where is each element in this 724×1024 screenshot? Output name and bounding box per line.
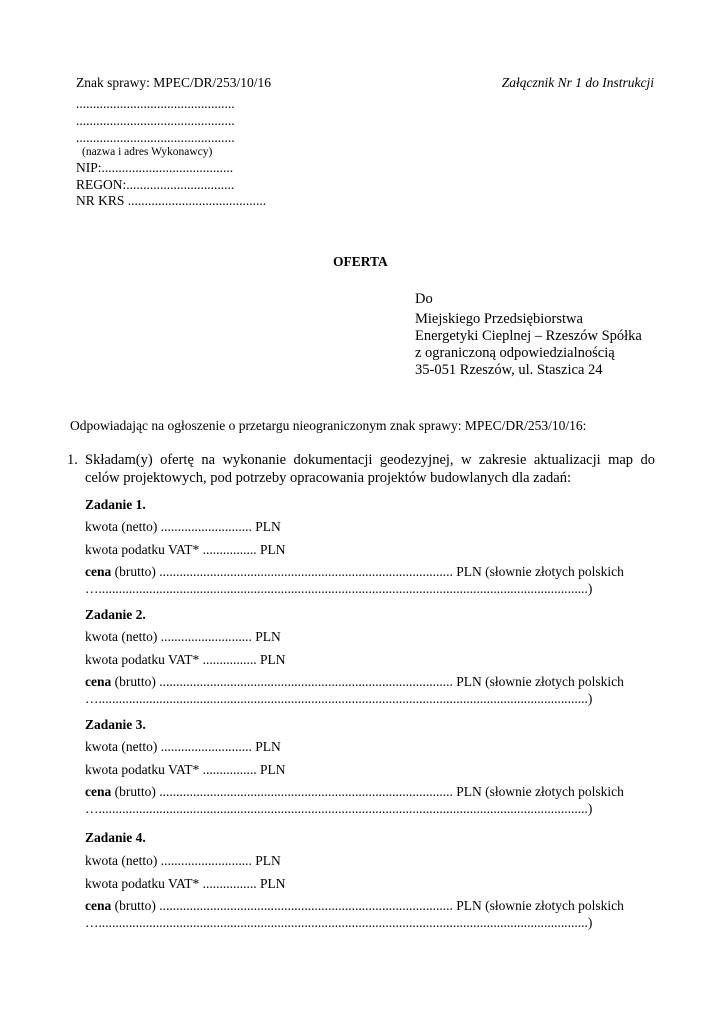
price-bold-label: cena xyxy=(85,674,112,689)
task-words-line: ….................................................................................................................................................) xyxy=(85,691,593,706)
price-bold-label: cena xyxy=(85,784,112,799)
point-text: Składam(y) ofertę na wykonanie dokumentacji geodezyjnej, w zakresie aktualizacji map do celów projektowych, pod potrzeby opracowania projektów budowlanych dla zadań: xyxy=(85,452,655,486)
task-vat-line: kwota podatku VAT* ................ PLN xyxy=(85,652,286,667)
contractor-line: ............................................... xyxy=(76,130,235,145)
task-netto-line: kwota (netto) ........................... PLN xyxy=(85,739,281,754)
task-vat-line: kwota podatku VAT* ................ PLN xyxy=(85,762,286,777)
contractor-line: ............................................... xyxy=(76,96,235,111)
price-rest: (brutto) ....................................................................................... PLN (słownie złotych polskich xyxy=(111,898,624,913)
case-reference: Znak sprawy: MPEC/DR/253/10/16 xyxy=(76,75,271,90)
price-bold-label: cena xyxy=(85,898,112,913)
task-price-line xyxy=(85,783,624,800)
task-title: Zadanie 1. xyxy=(85,497,146,512)
task-netto-line: kwota (netto) ........................... PLN xyxy=(85,519,281,534)
task-title: Zadanie 2. xyxy=(85,607,146,622)
task-price-line xyxy=(85,563,624,580)
price-rest: (brutto) ....................................................................................... PLN (słownie złotych polskich xyxy=(111,674,624,689)
regon-field: REGON:................................ xyxy=(76,177,235,192)
task-words-line: ….................................................................................................................................................) xyxy=(85,915,593,930)
document-title: OFERTA xyxy=(333,254,388,269)
nip-field: NIP:....................................... xyxy=(76,160,234,175)
task-netto-line: kwota (netto) ........................... PLN xyxy=(85,853,281,868)
krs-field: NR KRS ......................................... xyxy=(76,193,267,208)
contractor-caption: (nazwa i adres Wykonawcy) xyxy=(82,146,213,158)
price-rest: (brutto) ....................................................................................... PLN (słownie złotych polskich xyxy=(111,564,624,579)
price-bold-label: cena xyxy=(85,564,112,579)
recipient-line: Energetyki Cieplnej – Rzeszów Spółka xyxy=(415,328,642,344)
intro-text: Odpowiadając na ogłoszenie o przetargu nieograniczonym znak sprawy: MPEC/DR/253/10/16: xyxy=(70,418,587,433)
price-rest: (brutto) ....................................................................................... PLN (słownie złotych polskich xyxy=(111,784,624,799)
task-vat-line: kwota podatku VAT* ................ PLN xyxy=(85,876,286,891)
task-netto-line: kwota (netto) ........................... PLN xyxy=(85,629,281,644)
task-price-line xyxy=(85,897,624,914)
recipient-line: Miejskiego Przedsiębiorstwa xyxy=(415,311,583,327)
attachment-label: Załącznik Nr 1 do Instrukcji xyxy=(501,75,654,90)
task-title: Zadanie 4. xyxy=(85,830,146,845)
point-number: 1. xyxy=(67,452,78,468)
recipient-line: 35-051 Rzeszów, ul. Staszica 24 xyxy=(415,362,603,378)
task-words-line: ….................................................................................................................................................) xyxy=(85,801,593,816)
contractor-line: ............................................... xyxy=(76,113,235,128)
recipient-line: z ograniczoną odpowiedzialnością xyxy=(415,345,615,361)
recipient-to: Do xyxy=(415,291,433,307)
task-title: Zadanie 3. xyxy=(85,717,146,732)
task-price-line xyxy=(85,673,624,690)
task-words-line: ….................................................................................................................................................) xyxy=(85,581,593,596)
task-vat-line: kwota podatku VAT* ................ PLN xyxy=(85,542,286,557)
